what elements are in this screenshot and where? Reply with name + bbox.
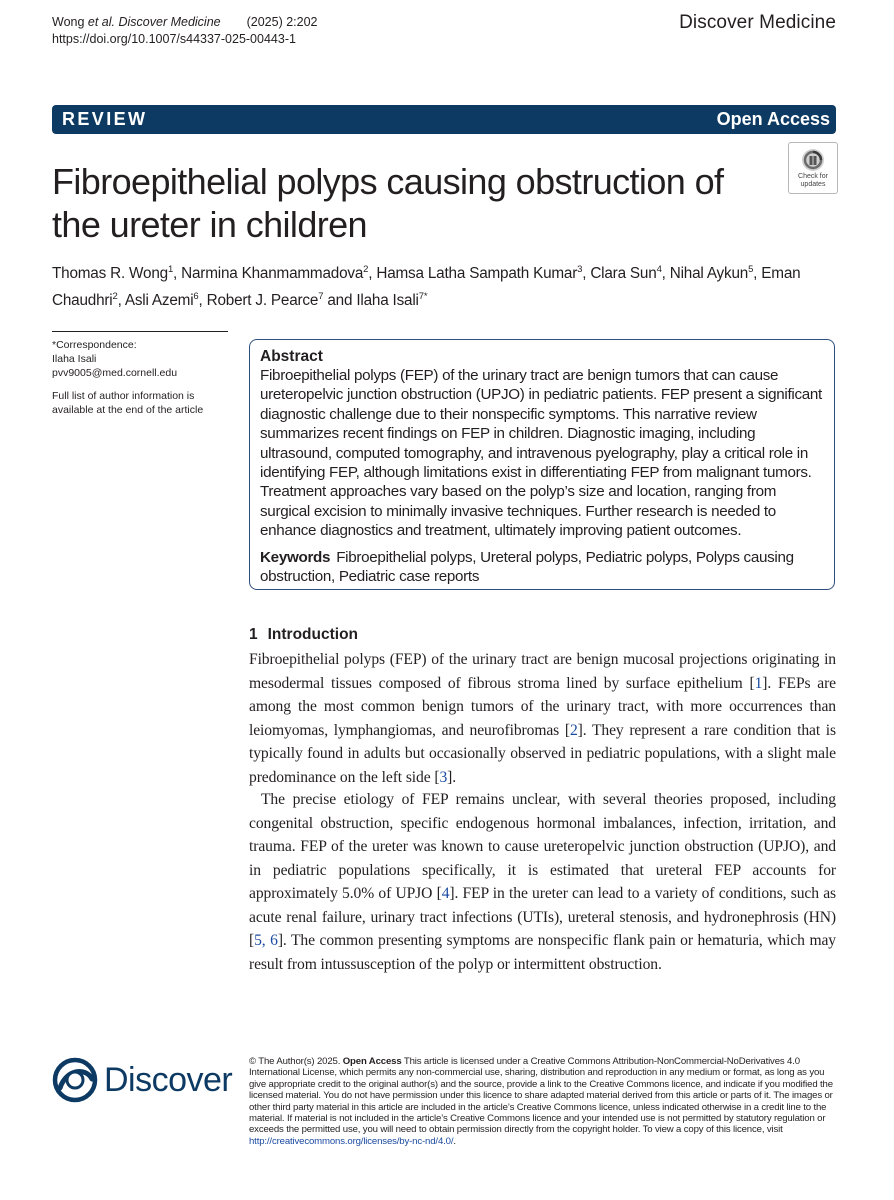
running-header-citation — [52, 14, 318, 48]
introduction-paragraph-2 — [249, 788, 836, 976]
author-affiliation: 2 — [363, 264, 369, 275]
section-title: Introduction — [267, 626, 359, 643]
license-url-link[interactable]: http://creativecommons.org/licenses/by-nc-nd/4.0/ — [249, 1135, 454, 1147]
author-affiliation: 5 — [748, 264, 754, 275]
license-text: This article is licensed under a Creative Commons Attribution-NonCommercial-NoDerivatives 4.0 International License, which permits any non-commercial use, sharing, distribution and reproduction in any medium or format, as long as you give appropriate credit to the original author(s) and the source, provide a link to the Creative Commons licence, and indicate if you modified the licensed material. You do not have permission under this licence to share adapted material derived from this article or parts of it. The images or other third party material in this article are included in the article’s Creative Commons licence, unless indicated otherwise in a credit line to the material. If material is not included in the article’s Creative Commons licence and your intended use is not permitted by statutory regulation or exceeds the permitted use, you will need to obtain permission directly from the copyright holder. To view a copy of this licence, visit — [249, 1056, 833, 1136]
author-separator: , — [117, 292, 125, 310]
author-separator: , — [753, 265, 762, 283]
license-end: . — [453, 1135, 456, 1147]
author-name[interactable]: Asli Azemi — [124, 292, 194, 310]
author-info-note-line-1: Full list of author information is — [52, 390, 195, 402]
author-affiliation: 1 — [167, 264, 174, 275]
keywords-label: Keywords — [260, 548, 331, 566]
author-name[interactable]: Narmina Khanmammadova — [181, 265, 364, 283]
badge-line-1: Check for — [798, 173, 828, 180]
journal-name: Discover Medicine — [679, 12, 836, 33]
citation-year: (2025) 2:202 — [246, 15, 318, 29]
author-name[interactable]: Eman Chaudhri — [52, 265, 801, 310]
author-affiliation: 6 — [193, 291, 199, 303]
text-run: Fibroepithelial polyps (FEP) of the urinary tract are benign mucosal projections originating in mesodermal tissues composed of fibrous stroma lined by surface epithelium [ — [249, 651, 836, 692]
author-name[interactable]: Thomas R. Wong — [52, 265, 168, 283]
abstract-heading: Abstract — [260, 348, 323, 365]
author-affiliation: 4 — [656, 264, 662, 275]
publisher-wordmark: Discover — [104, 1061, 233, 1099]
author-name[interactable]: Hamsa Latha Sampath Kumar — [376, 265, 578, 283]
author-separator: , — [173, 265, 182, 283]
article-type-banner — [52, 105, 836, 134]
abstract-body: Fibroepithelial polyps (FEP) of the urinary tract are benign tumors that can cause ureteropelvic junction obstruction (UPJO) in pediatric patients. FEP present a significant diagnostic challenge due to their nonspecific symptoms. This narrative review summarizes recent findings on FEP in children. Diagnostic imaging, including ultrasound, computed tomography, and intravenous pyelography, play a critical role in identifying FEP, although limitations exist in differentiating FEP from malignant tumors. Treatment approaches vary based on the polyp’s size and location, ranging from surgical excision to minimally invasive techniques. Further research is needed to enhance diagnostics and treatment, ultimately improving patient outcomes. — [260, 367, 822, 540]
author-affiliation: 3 — [577, 264, 583, 275]
citation-authors: Wong — [52, 15, 88, 29]
article-title: Fibroepithelial polyps causing obstruction of the ureter in children — [52, 161, 724, 245]
author-separator: , — [582, 265, 591, 283]
author-info-note-line-2: available at the end of the article — [52, 404, 204, 416]
citation-link[interactable]: 4 — [441, 885, 450, 902]
badge-line-2: updates — [800, 181, 826, 188]
abstract-box — [249, 339, 835, 590]
citation-link[interactable]: 1 — [754, 674, 763, 692]
doi-link[interactable]: https://doi.org/10.1007/s44337-025-00443-1 — [52, 32, 296, 46]
author-separator: , — [368, 265, 377, 283]
keywords-list: Fibroepithelial polyps, Ureteral polyps, Pediatric polyps, Polyps causing obstruction, Pediatric case reports — [260, 548, 794, 586]
citation-line — [52, 14, 318, 31]
article-type-label: REVIEW — [62, 109, 148, 129]
keywords — [260, 548, 824, 587]
text-run: ]. — [447, 768, 457, 786]
author-name[interactable]: Nihal Aykun — [669, 265, 749, 283]
author-affiliation: 7* — [418, 291, 428, 303]
section-heading-introduction — [249, 626, 358, 644]
check-for-updates-badge[interactable] — [788, 142, 838, 194]
section-number: 1 — [249, 626, 258, 643]
author-name[interactable]: Robert J. Pearce — [206, 292, 319, 310]
text-run: ]. They represent a rare condition that is typically found in adults but occasionally observed in pediatric populations, with a slight male predominance on the left side [ — [249, 721, 836, 786]
author-name[interactable]: Clara Sun — [590, 265, 657, 283]
correspondence-name: Ilaha Isali — [52, 353, 97, 365]
license-notice — [249, 1056, 837, 1147]
text-run: The precise etiology of FEP remains unclear, with several theories proposed, including congenital obstruction, specific endogenous hormonal imbalances, infection, irritation, and trauma. FEP of the ureter was known to cause ureteropelvic junction obstruction (UPJO), and in pediatric populations specifically, it is estimated that ureteral FEP accounts for approximately 5.0% of UPJO [ — [249, 791, 836, 902]
author-affiliation: 7 — [318, 291, 324, 303]
citation-link[interactable]: 3 — [439, 768, 448, 786]
license-open-access: Open Access — [342, 1056, 402, 1067]
publisher-logo — [52, 1055, 242, 1107]
text-run: ]. FEPs are among the most common benign tumors of the urinary tract, with more occurrences than leiomyomas, lymphangiomas, and neurofibromas [ — [249, 674, 836, 739]
correspondence-block — [52, 338, 177, 380]
introduction-paragraph-1 — [249, 648, 836, 789]
author-affiliation: 2 — [112, 291, 118, 303]
author-separator: and — [323, 292, 357, 310]
author-list — [52, 258, 832, 312]
check-for-updates-label — [789, 173, 837, 189]
author-separator: , — [198, 292, 207, 310]
citation-link[interactable]: 5, 6 — [254, 932, 278, 949]
license-prefix: © The Author(s) 2025. — [249, 1056, 343, 1067]
sidebar-divider — [52, 331, 228, 332]
correspondence-email[interactable]: pvv9005@med.cornell.edu — [52, 367, 178, 379]
text-run: ]. The common presenting symptoms are nonspecific flank pain or hematuria, which may result from intussusception of the polyp or intermittent obstruction. — [249, 932, 836, 973]
citation-etal: et al. — [87, 15, 116, 29]
citation-link[interactable]: 2 — [569, 721, 578, 739]
correspondence-label: *Correspondence: — [52, 339, 137, 351]
author-info-note — [52, 389, 203, 417]
text-run: ]. FEP in the ureter can lead to a variety of conditions, such as acute renal failure, urinary tract infections (UTIs), ureteral stenosis, and hydronephrosis (HN) [ — [249, 885, 836, 949]
discover-logo-icon — [52, 1057, 98, 1103]
check-for-updates-icon — [801, 148, 825, 172]
open-access-label: Open Access — [716, 109, 830, 129]
author-name[interactable]: Ilaha Isali — [356, 292, 419, 310]
author-separator: , — [661, 265, 670, 283]
citation-journal: Discover Medicine — [115, 15, 221, 29]
